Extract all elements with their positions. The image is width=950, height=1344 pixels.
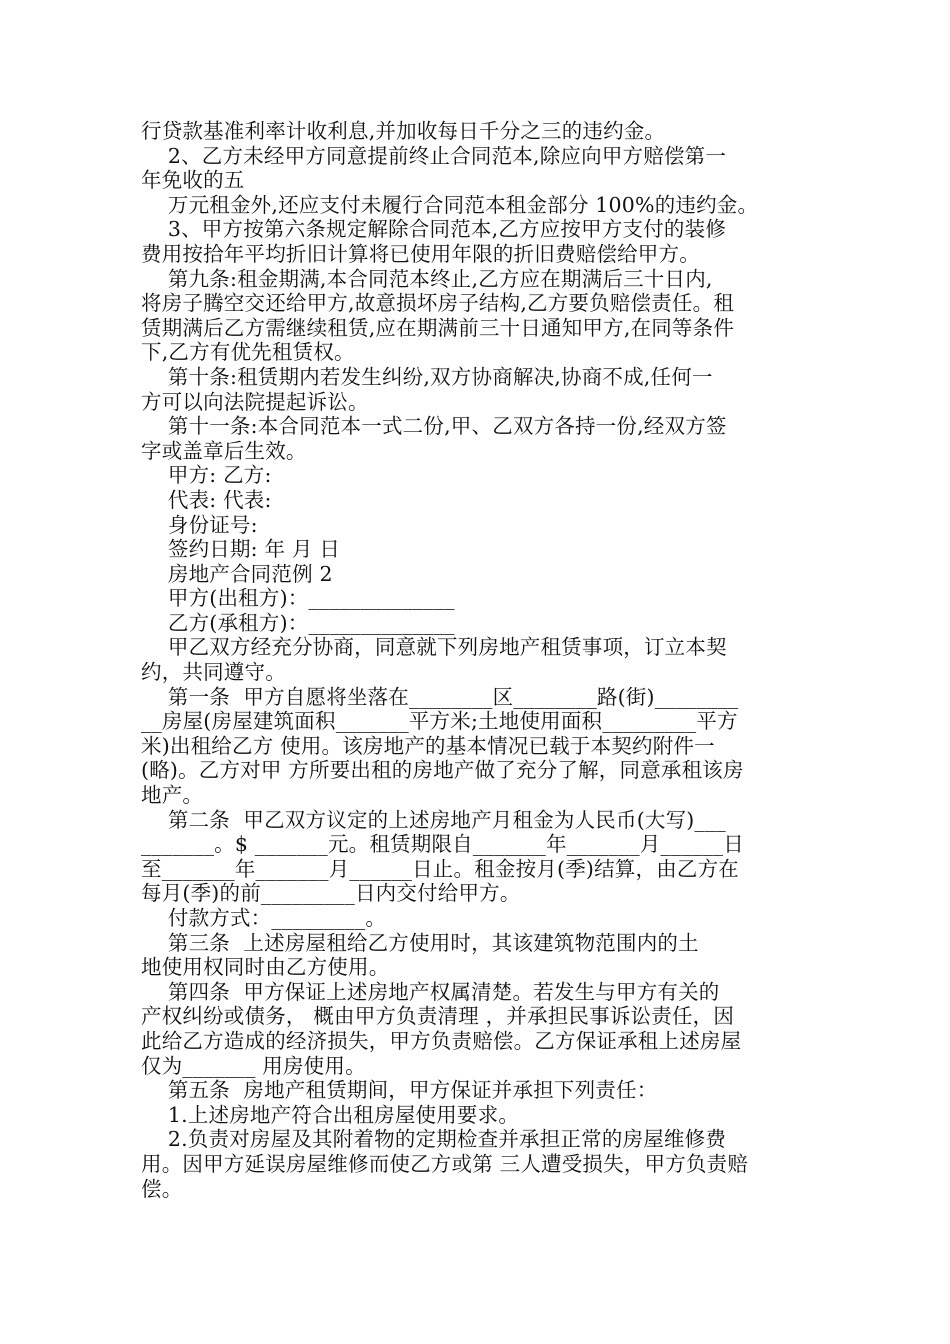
text-line: 2、乙方未经甲方同意提前终止合同范本,除应向甲方赔偿第一 [141, 143, 727, 168]
text-line: 至_______年_______月______日止。租金按月(季)结算，由乙方在 [141, 856, 739, 881]
text-line: 2.负责对房屋及其附着物的定期检查并承担正常的房屋维修费 [141, 1127, 727, 1152]
text-line: 地产。 [141, 783, 204, 808]
text-line: 第二条 甲乙双方议定的上述房地产月租金为人民币(大写)___ [141, 807, 726, 832]
signature-id-line: 身份证号: [141, 512, 258, 537]
text-line: 第十一条:本合同范本一式二份,甲、乙双方各持一份,经双方签 [141, 414, 727, 439]
text-line: 米)出租给乙方 使用。该房地产的基本情况已载于本契约附件一 [141, 733, 715, 758]
text-line: 第十条:租赁期内若发生纠纷,双方协商解决,协商不成,任何一 [141, 364, 713, 389]
text-line: 付款方式：_________。 [141, 906, 387, 930]
text-line: 年免收的五 [141, 168, 245, 193]
text-line: _______。$ _______元。租赁期限自_______年_______月______日 [141, 832, 744, 857]
text-line: 3、甲方按第六条规定解除合同范本,乙方应按甲方支付的装修 [141, 217, 727, 242]
text-line: 第三条 上述房屋租给乙方使用时，其该建筑物范围内的土 [141, 930, 699, 955]
text-line: 用。因甲方延误房屋维修而使乙方或第 三人遭受损失，甲方负责赔 [141, 1151, 749, 1176]
text-line: 每月(季)的前_________日内交付给甲方。 [141, 881, 521, 906]
text-line: 行贷款基准利率计收利息,并加收每日千分之三的违约金。 [141, 119, 666, 143]
document-page [141, 119, 811, 1201]
section-heading: 房地产合同范例 2 [141, 561, 333, 586]
text-line: 1.上述房地产符合出租房屋使用要求。 [141, 1102, 520, 1127]
text-line: 费用按拾年平均折旧计算将已使用年限的折旧费赔偿给甲方。 [141, 241, 700, 266]
text-line: 地使用权同时由乙方使用。 [141, 955, 390, 980]
text-line: 偿。 [141, 1176, 183, 1201]
signature-representative-line: 代表: 代表: [141, 487, 272, 512]
text-line: 产权纠纷或债务， 概由甲方负责清理 ，并承担民事诉讼责任，因 [141, 1004, 735, 1029]
text-line: 第五条 房地产租赁期间，甲方保证并承担下列责任： [141, 1078, 658, 1103]
text-line: 万元租金外,还应支付未履行合同范本租金部分 100%的违约金。 [141, 192, 759, 217]
signature-date-line: 签约日期: 年 月 日 [141, 537, 341, 562]
text-line: __房屋(房屋建筑面积_______平方米;土地使用面积_________平方 [141, 709, 738, 734]
text-line: 赁期满后乙方需继续租赁,应在期满前三十日通知甲方,在同等条件 [141, 315, 735, 340]
text-line: 方可以向法院提起诉讼。 [141, 389, 369, 414]
text-line: 第九条:租金期满,本合同范本终止,乙方应在期满后三十日内, [141, 266, 713, 291]
signature-party-line: 甲方: 乙方: [141, 463, 272, 488]
lessee-line: 乙方(承租方)：______________ [141, 610, 455, 635]
text-line: 第一条 甲方自愿将坐落在________区________路(街)________ [141, 684, 739, 709]
text-line: 甲乙双方经充分协商，同意就下列房地产租赁事项，订立本契 [141, 635, 727, 660]
text-line: 下,乙方有优先租赁权。 [141, 340, 355, 365]
text-line: 字或盖章后生效。 [141, 438, 307, 463]
text-line: 仅为_______ 用房使用。 [141, 1053, 366, 1078]
text-line: 此给乙方造成的经济损失，甲方负责赔偿。乙方保证承租上述房屋 [141, 1028, 742, 1053]
text-line: 约，共同遵守。 [141, 660, 286, 685]
text-line: 第四条 甲方保证上述房地产权属清楚。若发生与甲方有关的 [141, 979, 720, 1004]
text-line: (略)。乙方对甲 方所要出租的房地产做了充分了解，同意承租该房 [141, 758, 744, 783]
lessor-line: 甲方(出租方)：______________ [141, 586, 455, 611]
text-line: 将房子腾空交还给甲方,故意损坏房子结构,乙方要负赔偿责任。租 [141, 291, 735, 316]
